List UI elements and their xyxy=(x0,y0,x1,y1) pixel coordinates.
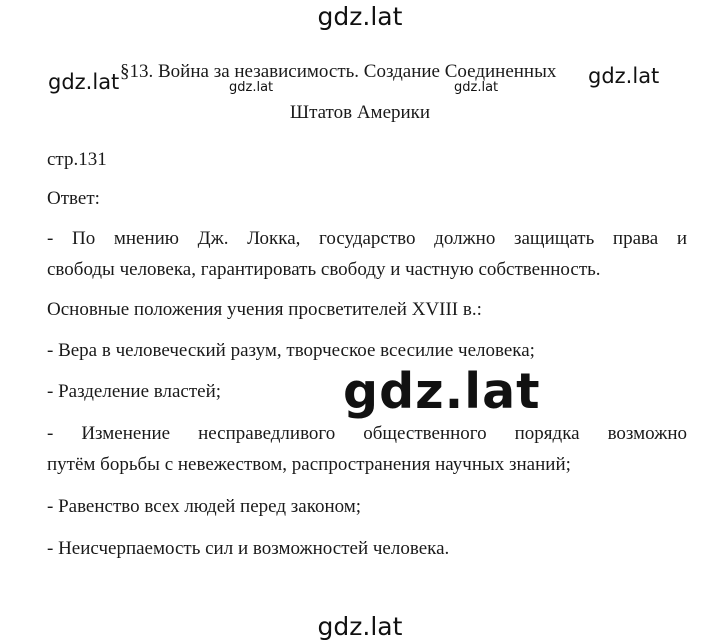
watermark-top: gdz.lat xyxy=(317,2,403,31)
page-reference: стр.131 xyxy=(47,149,107,170)
paragraph-1-line-1: - По мнению Дж. Локка, государство должно защищать права и xyxy=(47,228,687,249)
watermark-small-1: gdz.lat xyxy=(229,80,274,95)
list-item-5: - Неисчерпаемость сил и возможностей человека. xyxy=(47,538,450,559)
principles-heading: Основные положения учения просветителей XVIII в.: xyxy=(47,299,482,320)
watermark-left: gdz.lat xyxy=(48,70,120,94)
watermark-right: gdz.lat xyxy=(588,64,660,88)
answer-label: Ответ: xyxy=(47,188,100,209)
list-item-4: - Равенство всех людей перед законом; xyxy=(47,496,362,517)
list-item-3-line-2: путём борьбы с невежеством, распространения научных знаний; xyxy=(47,454,571,475)
section-title-line-1: §13. Война за независимость. Создание Соединенных xyxy=(120,61,557,82)
watermark-center-big: gdz.lat xyxy=(343,363,541,420)
section-title-line-2: Штатов Америки xyxy=(289,102,431,123)
list-item-3-line-1: - Изменение несправедливого общественного порядка возможно xyxy=(47,423,687,444)
list-item-2: - Разделение властей; xyxy=(47,381,222,402)
watermark-bottom: gdz.lat xyxy=(317,612,403,641)
list-item-1: - Вера в человеческий разум, творческое всесилие человека; xyxy=(47,340,535,361)
paragraph-1-line-2: свободы человека, гарантировать свободу и частную собственность. xyxy=(47,259,601,280)
watermark-small-2: gdz.lat xyxy=(454,80,499,95)
